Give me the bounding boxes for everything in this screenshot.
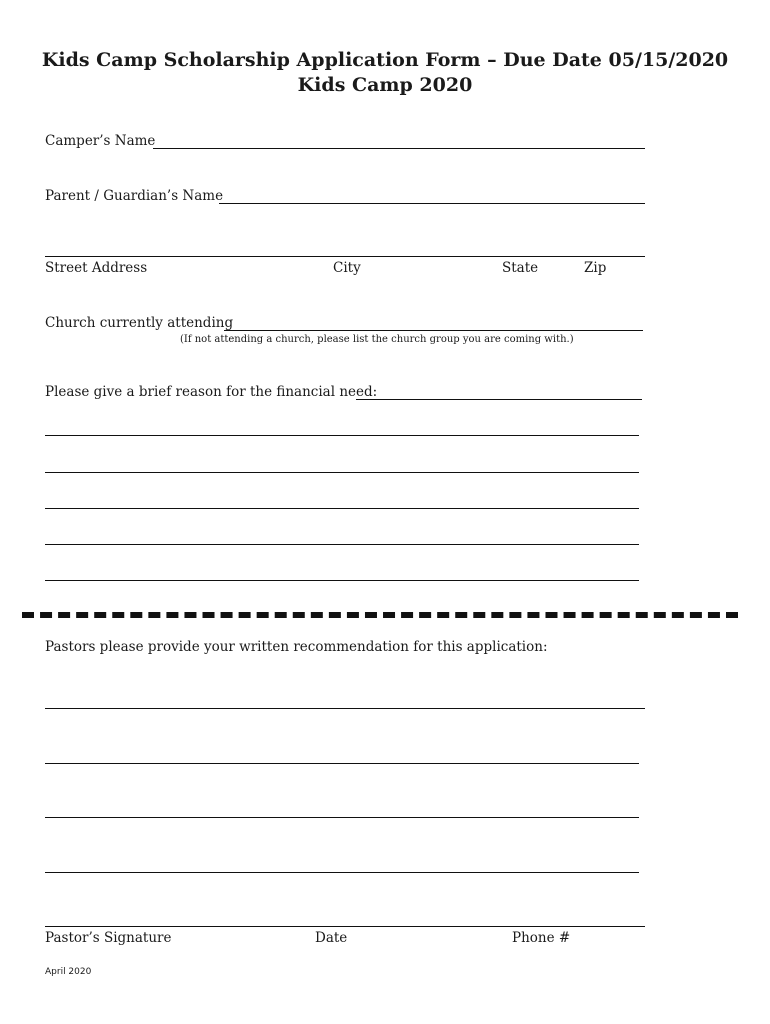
zip-label: Zip — [584, 260, 607, 276]
recommendation-line-2[interactable] — [45, 763, 639, 764]
state-label: State — [502, 260, 539, 276]
reason-field-line-1[interactable] — [356, 399, 642, 400]
reason-field-line-4[interactable] — [45, 508, 639, 509]
signature-field[interactable] — [45, 926, 645, 927]
form-subtitle: Kids Camp 2020 — [297, 74, 473, 96]
campers-name-label: Camper’s Name — [45, 133, 156, 149]
street-address-label: Street Address — [45, 260, 148, 276]
address-field[interactable] — [45, 256, 645, 257]
reason-label: Please give a brief reason for the financial need: — [45, 384, 378, 400]
date-label: Date — [315, 930, 348, 946]
church-note: (If not attending a church, please list the church group you are coming with.) — [180, 334, 574, 345]
signature-label: Pastor’s Signature — [45, 930, 172, 946]
church-label: Church currently attending — [45, 315, 234, 331]
parent-name-label: Parent / Guardian’s Name — [45, 188, 224, 204]
form-title: Kids Camp Scholarship Application Form – Due Date 05/15/2020 — [41, 49, 729, 71]
reason-field-line-3[interactable] — [45, 472, 639, 473]
recommendation-line-4[interactable] — [45, 872, 639, 873]
recommendation-label: Pastors please provide your written recommendation for this application: — [45, 639, 548, 655]
recommendation-line-1[interactable] — [45, 708, 645, 709]
footer-date: April 2020 — [45, 967, 92, 977]
cut-line-divider — [22, 612, 738, 618]
city-label: City — [333, 260, 361, 276]
phone-label: Phone # — [512, 930, 571, 946]
reason-field-line-2[interactable] — [45, 435, 639, 436]
campers-name-field[interactable] — [153, 148, 645, 149]
church-field[interactable] — [224, 330, 643, 331]
parent-name-field[interactable] — [219, 203, 645, 204]
recommendation-line-3[interactable] — [45, 817, 639, 818]
reason-field-line-6[interactable] — [45, 580, 639, 581]
reason-field-line-5[interactable] — [45, 544, 639, 545]
